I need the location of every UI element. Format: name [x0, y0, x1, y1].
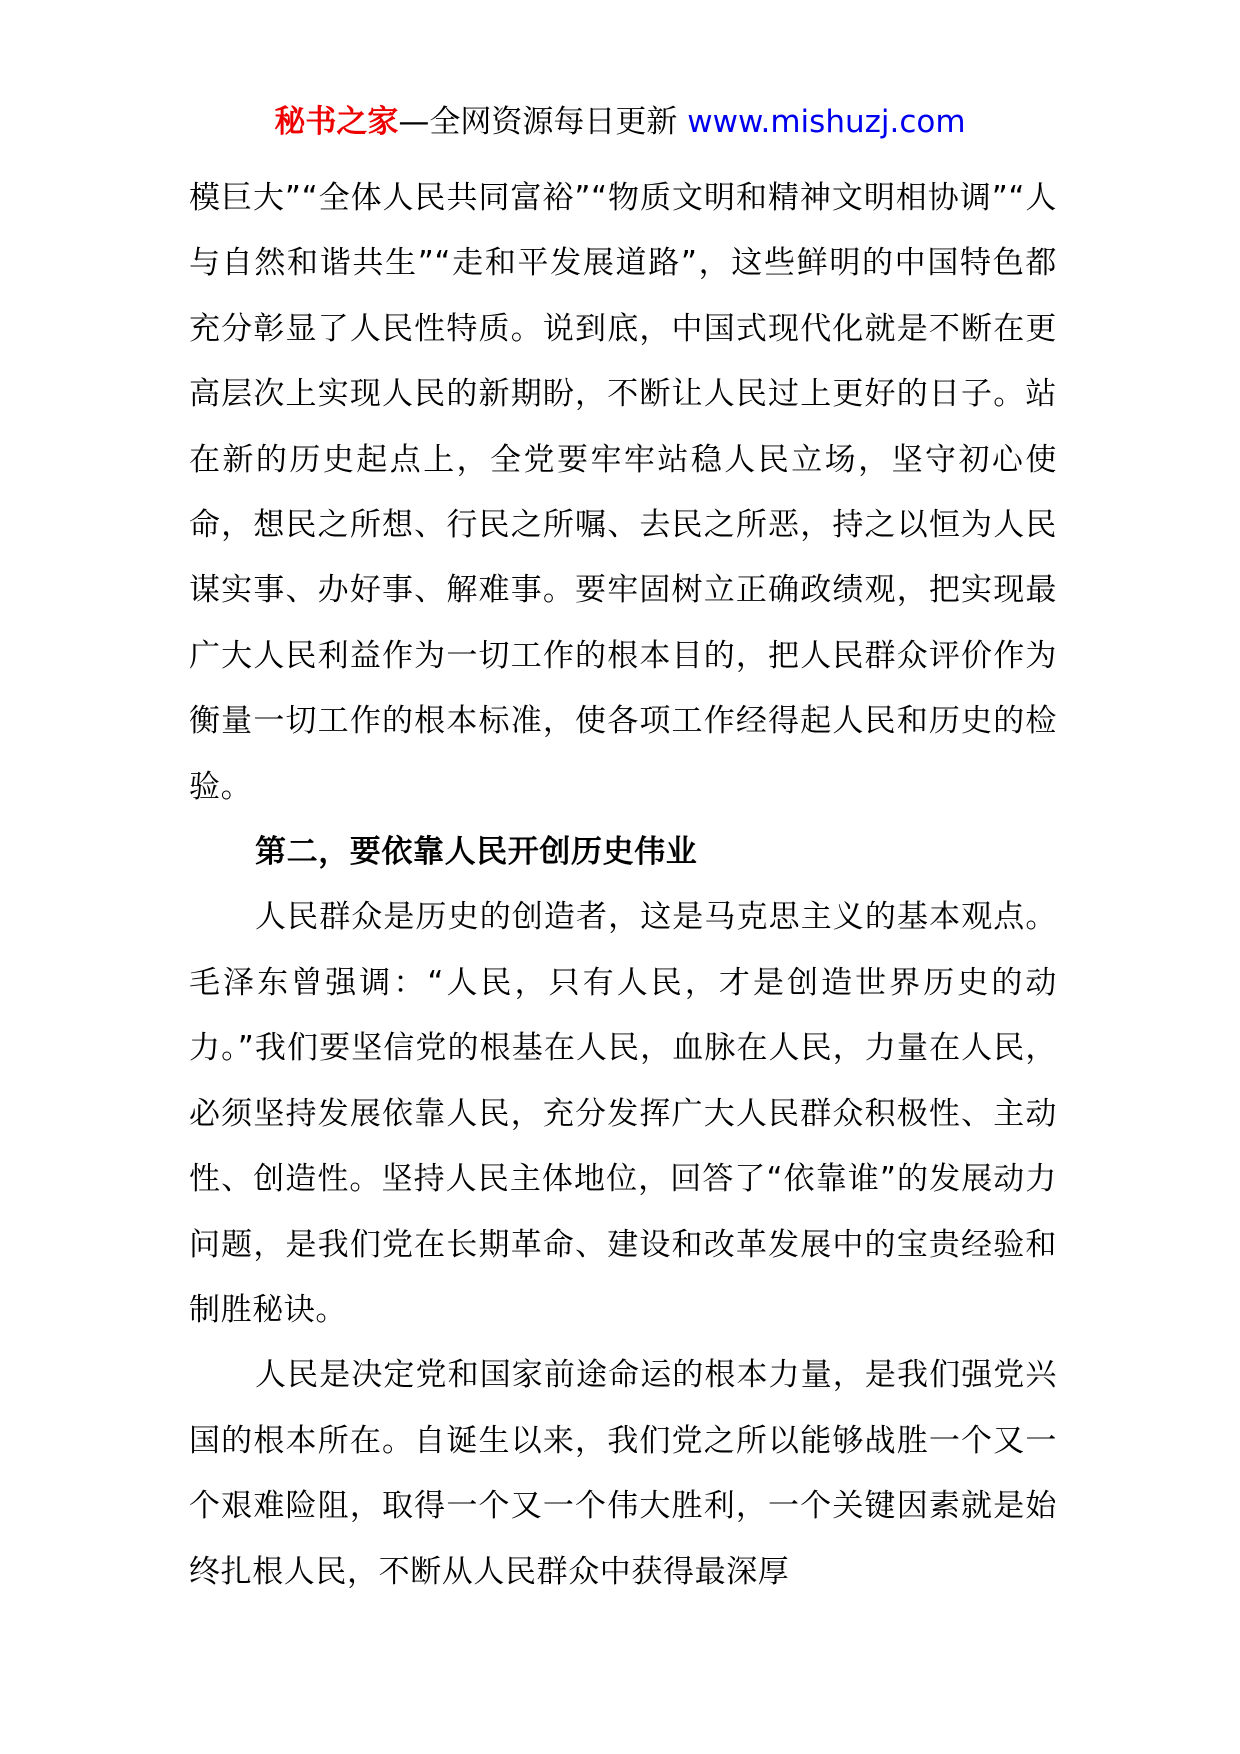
- paragraph: 人民群众是历史的创造者，这是马克思主义的基本观点。毛泽东曾强调：“人民，只有人民，才是创造世界历史的动力。”我们要坚信党的根基在人民，血脉在人民，力量在人民，必须坚持发展依靠人民，充分发挥广大人民群众积极性、主动性、创造性。坚持人民主体地位，回答了“依靠谁”的发展动力问题，是我们党在长期革命、建设和改革发展中的宝贵经验和制胜秘诀。: [189, 899, 1057, 1328]
- brand-name: 秘书之家: [274, 104, 399, 140]
- paragraph: 人民是决定党和国家前途命运的根本力量，是我们强党兴国的根本所在。自诞生以来，我们党之所以能够战胜一个又一个艰难险阻，取得一个又一个伟大胜利，一个关键因素就是始终扎根人民，不断从人民群众中获得最深厚: [189, 1357, 1057, 1590]
- header-tagline: —全网资源每日更新: [398, 104, 688, 140]
- site-url-link[interactable]: www.mishuzj.com: [687, 104, 966, 140]
- section-heading: 第二，要依靠人民开创历史伟业: [255, 834, 698, 871]
- page-header: [0, 100, 1240, 144]
- paragraph-continued: 模巨大”“全体人民共同富裕”“物质文明和精神文明相协调”“人与自然和谐共生”“走和平发展道路”，这些鲜明的中国特色都充分彰显了人民性特质。说到底，中国式现代化就是不断在更高层次上实现人民的新期盼，不断让人民过上更好的日子。站在新的历史起点上，全党要牢牢站稳人民立场，坚守初心使命，想民之所想、行民之所嘱、去民之所恶，持之以恒为人民谋实事、办好事、解难事。要牢固树立正确政绩观，把实现最广大人民利益作为一切工作的根本目的，把人民群众评价作为衡量一切工作的根本标准，使各项工作经得起人民和历史的检验。: [189, 180, 1057, 805]
- document-body: [189, 166, 1057, 1605]
